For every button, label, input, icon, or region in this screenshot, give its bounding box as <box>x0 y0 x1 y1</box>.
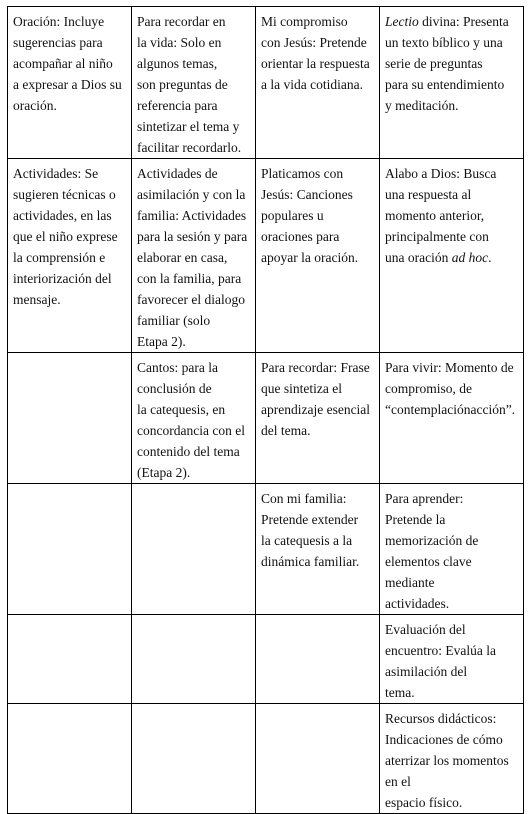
cell-con-mi-familia <box>256 484 380 615</box>
cell-text-line: para su entendimiento <box>385 77 505 92</box>
table-row <box>8 704 524 814</box>
cell-text-line: favorecer el dialogo <box>137 292 245 307</box>
lectio-italic-word: Lectio <box>385 14 419 29</box>
cell-text-line: Para recordar: Frase <box>261 360 370 375</box>
cell-text-line: aprendizaje esencial <box>261 402 371 417</box>
cell-alabo-a-dios <box>380 159 524 353</box>
cell-text-line: mediante <box>385 575 435 590</box>
cell-text-line: Actividades de <box>137 166 218 181</box>
cell-actividades <box>8 159 132 353</box>
cell-text-line: “contemplaciónacción”. <box>385 402 516 417</box>
cell-text-line: asimilación del <box>385 664 468 679</box>
empty-cell <box>8 615 132 704</box>
cell-para-recordar <box>256 353 380 484</box>
table-row <box>8 353 524 484</box>
cell-text-line: que sintetiza el <box>261 381 342 396</box>
cell-text-line: momento anterior, <box>385 208 485 223</box>
cell-text-line: familiar (solo <box>137 313 211 328</box>
cell-evaluacion-del-encuentro <box>380 615 524 704</box>
empty-cell <box>8 484 132 615</box>
cell-text-line: sugerencias para <box>13 35 103 50</box>
table-row <box>8 484 524 615</box>
cell-text-line: elementos clave <box>385 554 472 569</box>
cell-text-line: a expresar a Dios su <box>13 77 122 92</box>
cell-actividades-de-asimilacion <box>132 159 256 353</box>
cell-text-line: sintetizar el tema y <box>137 119 240 134</box>
cell-text-line: asimilación y con la <box>137 187 246 202</box>
cell-text-line: Con mi familia: <box>261 491 347 506</box>
cell-text-line: Etapa 2). <box>137 334 186 349</box>
cell-text-line: Pretende la <box>385 512 446 527</box>
cell-text-line: Mi compromiso <box>261 14 348 29</box>
cell-text-line: con Jesús: Pretende <box>261 35 367 50</box>
cell-para-recordar-en-la-vida <box>132 7 256 159</box>
empty-cell <box>256 704 380 814</box>
cell-text-line: sugieren técnicas o <box>13 187 116 202</box>
cell-text-line: mensaje. <box>13 292 61 307</box>
cell-text-line: la comprensión e <box>13 250 106 265</box>
cell-text-line: acompañar al niño <box>13 56 113 71</box>
table-row <box>8 159 524 353</box>
cell-text-line: conclusión de <box>137 381 212 396</box>
table-row <box>8 7 524 159</box>
cell-text-line: a la vida cotidiana. <box>261 77 363 92</box>
cell-text-fragment: una oración <box>385 250 452 265</box>
empty-cell <box>132 704 256 814</box>
cell-para-aprender <box>380 484 524 615</box>
cell-text-line: actividades, en las <box>13 208 112 223</box>
cell-text-line: una respuesta al <box>385 187 472 202</box>
cell-text-line: Actividades: Se <box>13 166 99 181</box>
cell-mi-compromiso <box>256 7 380 159</box>
cell-text-line: elaborar en casa, <box>137 250 228 265</box>
empty-cell <box>256 615 380 704</box>
cell-text-line: un texto bíblico y una <box>385 35 503 50</box>
ad-hoc-italic: ad hoc <box>451 250 489 265</box>
cell-text-line: espacio físico. <box>385 795 463 810</box>
cell-cantos <box>132 353 256 484</box>
cell-oracion <box>8 7 132 159</box>
cell-text-line: Indicaciones de cómo <box>385 732 503 747</box>
cell-text-line: Recursos didácticos: <box>385 711 497 726</box>
cell-lectio-divina <box>380 7 524 159</box>
cell-text-line <box>385 11 518 32</box>
cell-text-line: populares u <box>261 208 324 223</box>
cell-text-line: orientar la respuesta <box>261 56 370 71</box>
cell-text-line: Para aprender: <box>385 491 464 506</box>
cell-text-line: la catequesis, en <box>137 402 226 417</box>
cell-text-line: en el <box>385 774 411 789</box>
session-structure-table <box>7 6 524 814</box>
cell-text-line: Pretende extender <box>261 512 359 527</box>
cell-text-line: oración. <box>13 98 57 113</box>
cell-recursos-didacticos <box>380 704 524 814</box>
cell-text-line: Para recordar en <box>137 14 226 29</box>
cell-text-line: encuentro: Evalúa la <box>385 643 496 658</box>
cell-text-line: aterrizar los momentos <box>385 753 509 768</box>
cell-text-line: que el niño exprese <box>13 229 118 244</box>
cell-text-line: Alabo a Dios: Busca <box>385 166 497 181</box>
cell-text-line: Para vivir: Momento de <box>385 360 514 375</box>
cell-text-fragment: . <box>488 250 492 265</box>
cell-text-line: oraciones para <box>261 229 340 244</box>
cell-text-line: con la familia, para <box>137 271 242 286</box>
cell-text-line: son preguntas de <box>137 77 228 92</box>
cell-text-line: Platicamos con <box>261 166 344 181</box>
cell-text-line: tema. <box>385 685 415 700</box>
cell-text-line: interiorización del <box>13 271 112 286</box>
cell-text-line: memorización de <box>385 533 479 548</box>
empty-cell <box>132 615 256 704</box>
cell-text-line: para la sesión y para <box>137 229 248 244</box>
cell-text-line: del tema. <box>261 423 311 438</box>
cell-para-vivir <box>380 353 524 484</box>
empty-cell <box>8 704 132 814</box>
cell-text-line: y meditación. <box>385 98 459 113</box>
cell-text-line <box>385 247 518 268</box>
cell-text-line: Evaluación del <box>385 622 466 637</box>
cell-text-line: Jesús: Canciones <box>261 187 353 202</box>
cell-text-line: principalmente con <box>385 229 489 244</box>
cell-text-fragment: divina: Presenta <box>418 14 509 29</box>
cell-text-line: serie de preguntas <box>385 56 483 71</box>
cell-text-line: concordancia con el <box>137 423 245 438</box>
cell-text-line: facilitar recordarlo. <box>137 140 242 155</box>
cell-text-line: familia: Actividades <box>137 208 247 223</box>
cell-text-line: la catequesis a la <box>261 533 353 548</box>
cell-text-line: algunos temas, <box>137 56 218 71</box>
cell-text-line: apoyar la oración. <box>261 250 359 265</box>
cell-text-line: contenido del tema <box>137 444 240 459</box>
empty-cell <box>132 484 256 615</box>
cell-text-line: la vida: Solo en <box>137 35 222 50</box>
cell-text-line: (Etapa 2). <box>137 465 191 480</box>
cell-platicamos-con-jesus <box>256 159 380 353</box>
cell-text-line: actividades. <box>385 596 450 611</box>
table-row <box>8 615 524 704</box>
empty-cell <box>8 353 132 484</box>
cell-text-line: Oración: Incluye <box>13 14 105 29</box>
cell-text-line: compromiso, de <box>385 381 472 396</box>
cell-text-line: dinámica familiar. <box>261 554 360 569</box>
cell-text-line: Cantos: para la <box>137 360 218 375</box>
cell-text-line: referencia para <box>137 98 218 113</box>
